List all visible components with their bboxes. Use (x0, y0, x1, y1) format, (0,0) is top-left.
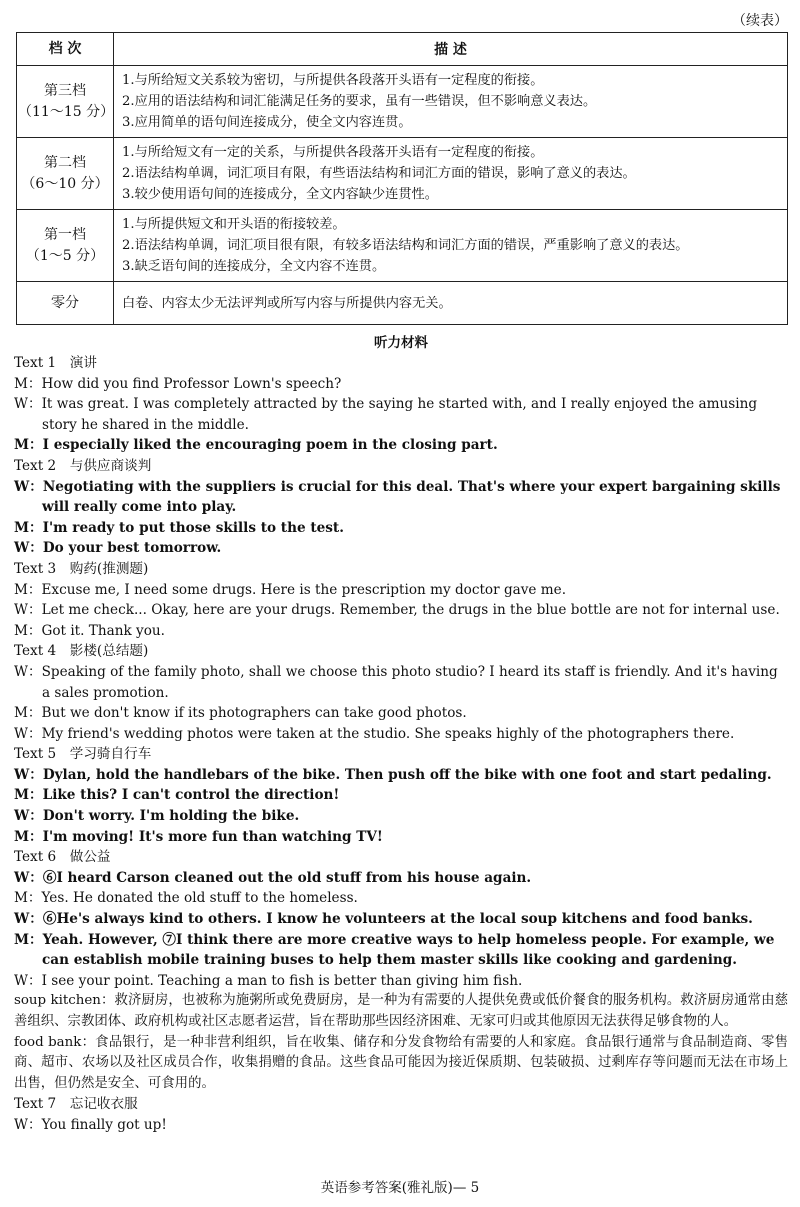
note-food-bank: food bank：食品银行，是一种非营利组织，旨在收集、储存和分发食物给有需要的人和家庭。食品银行通常与食品制造商、零售商、超市、农场以及社区成员合作，收集捐赠的食品。这些食品可能因为接近保质期、包装破损、过剩库存等问题而无法在市场上出售，但仍然是安全、可食用的。 (14, 1034, 788, 1091)
text-heading: Text 7 忘记收衣服 (14, 1096, 138, 1113)
dialogue-line: W：Let me check... Okay, here are your drugs. Remember, the drugs in the blue bottle are not for internal use. (14, 602, 780, 619)
dialogue-line: M：Yeah. However, ⑦I think there are more creative ways to help homeless people. For example, we can establish mobile training buses to help them master skills like cooking and gardening. (14, 931, 775, 969)
dialogue-line: M：Excuse me, I need some drugs. Here is the prescription my doctor gave me. (14, 581, 567, 598)
dialogue-line: W：Don't worry. I'm holding the bike. (14, 808, 300, 825)
level-name: 零分 (51, 294, 79, 311)
dialogue-line: M：But we don't know if its photographers can take good photos. (14, 705, 467, 722)
desc-line: 2.语法结构单调，词汇项目有限，有些语法结构和词汇方面的错误，影响了意义的表达。 (122, 166, 636, 181)
desc-line: 3.较少使用语句间的连接成分，全文内容缺少连贯性。 (122, 187, 438, 202)
desc-cell (114, 210, 788, 282)
level-cell (17, 210, 114, 282)
desc-line: 白卷、内容太少无法评判或所写内容与所提供内容无关。 (122, 295, 452, 311)
desc-cell (114, 138, 788, 210)
table-row (17, 282, 788, 325)
dialogue-line: W：Dylan, hold the handlebars of the bike. Then push off the bike with one foot and start pedaling. (14, 766, 772, 783)
dialogue-line: M：I especially liked the encouraging poem in the closing part. (14, 437, 498, 454)
header-level: 档 次 (17, 33, 114, 66)
desc-cell (114, 282, 788, 325)
dialogue-line: M：Yes. He donated the old stuff to the homeless. (14, 890, 358, 907)
page-footer: 英语参考答案(雅礼版)— 5 (320, 1180, 480, 1196)
text-heading: Text 5 学习骑自行车 (14, 746, 152, 763)
dialogue-line: M：I'm moving! It's more fun than watching TV! (14, 828, 383, 845)
table-row (17, 138, 788, 210)
desc-line: 1.与所给短文关系较为密切，与所提供各段落开头语有一定程度的衔接。 (122, 73, 544, 88)
section-title: 听力材料 (374, 335, 428, 351)
header-desc: 描 述 (114, 33, 788, 66)
dialogue-line: W：⑥He's always kind to others. I know he volunteers at the local soup kitchens and food banks. (14, 911, 753, 928)
desc-cell (114, 66, 788, 138)
page (14, 10, 788, 1136)
level-range: （6～10 分） (21, 175, 109, 192)
level-name: 第一档 (44, 226, 86, 243)
dialogue-line: M：I'm ready to put those skills to the test. (14, 519, 344, 536)
note-soup-kitchen: soup kitchen：救济厨房，也被称为施粥所或免费厨房，是一种为有需要的人提供免费或低价餐食的服务机构。救济厨房通常由慈善组织、宗教团体、政府机构或社区志愿者运营，旨在帮助那些因经济困难、无家可归或其他原因无法获得足够食物的人。 (14, 993, 788, 1029)
level-name: 第二档 (44, 154, 86, 171)
desc-line: 3.缺乏语句间的连接成分，全文内容不连贯。 (122, 259, 386, 274)
desc-line: 1.与所提供短文和开头语的衔接较差。 (122, 217, 346, 232)
desc-line: 1.与所给短文有一定的关系，与所提供各段落开头语有一定程度的衔接。 (122, 145, 544, 160)
table-row (17, 66, 788, 138)
dialogue-line: W：I see your point. Teaching a man to fish is better than giving him fish. (14, 972, 523, 989)
dialogue-line: W：Negotiating with the suppliers is crucial for this deal. That's where your expert bargaining skills will really come into play. (14, 478, 781, 516)
dialogue-line: W：It was great. I was completely attracted by the saying he started with, and I really enjoyed the amusing story he shared in the middle. (14, 396, 758, 433)
scoring-table (16, 32, 788, 325)
dialogue-line: M：Like this? I can't control the direction! (14, 787, 340, 804)
dialogue-line: M：Got it. Thank you. (14, 622, 165, 639)
text-heading: Text 4 影楼(总结题) (14, 643, 149, 660)
dialogue-line: W：⑥I heard Carson cleaned out the old stuff from his house again. (14, 869, 532, 886)
dialogue-line: W：My friend's wedding photos were taken at the studio. She speaks highly of the photographers there. (14, 725, 735, 742)
text-heading: Text 1 演讲 (14, 355, 97, 371)
continued-label: （续表） (732, 13, 788, 29)
notes (14, 991, 788, 1094)
dialogue-line: W：Do your best tomorrow. (14, 540, 222, 557)
table-row (17, 210, 788, 282)
desc-line: 3.应用简单的语句间连接成分，使全文内容连贯。 (122, 115, 412, 130)
level-range: （1～5 分） (25, 247, 105, 264)
text-heading: Text 3 购药(推测题) (14, 560, 149, 577)
dialogue-line: W：Speaking of the family photo, shall we choose this photo studio? I heard its staff is friendly. And it's having a sales promotion. (14, 663, 778, 701)
desc-line: 2.应用的语法结构和词汇能满足任务的要求，虽有一些错误，但不影响意义表达。 (122, 94, 597, 109)
dialogue-line: M：How did you find Professor Lown's speech? (14, 375, 342, 392)
level-range: （11～15 分） (18, 103, 115, 120)
level-cell (17, 66, 114, 138)
level-name: 第三档 (44, 82, 86, 99)
table-header-row (17, 33, 788, 66)
desc-line: 2.语法结构单调，词汇项目很有限，有较多语法结构和词汇方面的错误，严重影响了意义的表达。 (122, 238, 689, 253)
level-cell (17, 282, 114, 325)
text-heading: Text 2 与供应商谈判 (14, 457, 152, 474)
dialogue-line: W：You finally got up! (14, 1116, 167, 1133)
transcripts (14, 353, 788, 991)
level-cell (17, 138, 114, 210)
text-heading: Text 6 做公益 (14, 849, 111, 866)
